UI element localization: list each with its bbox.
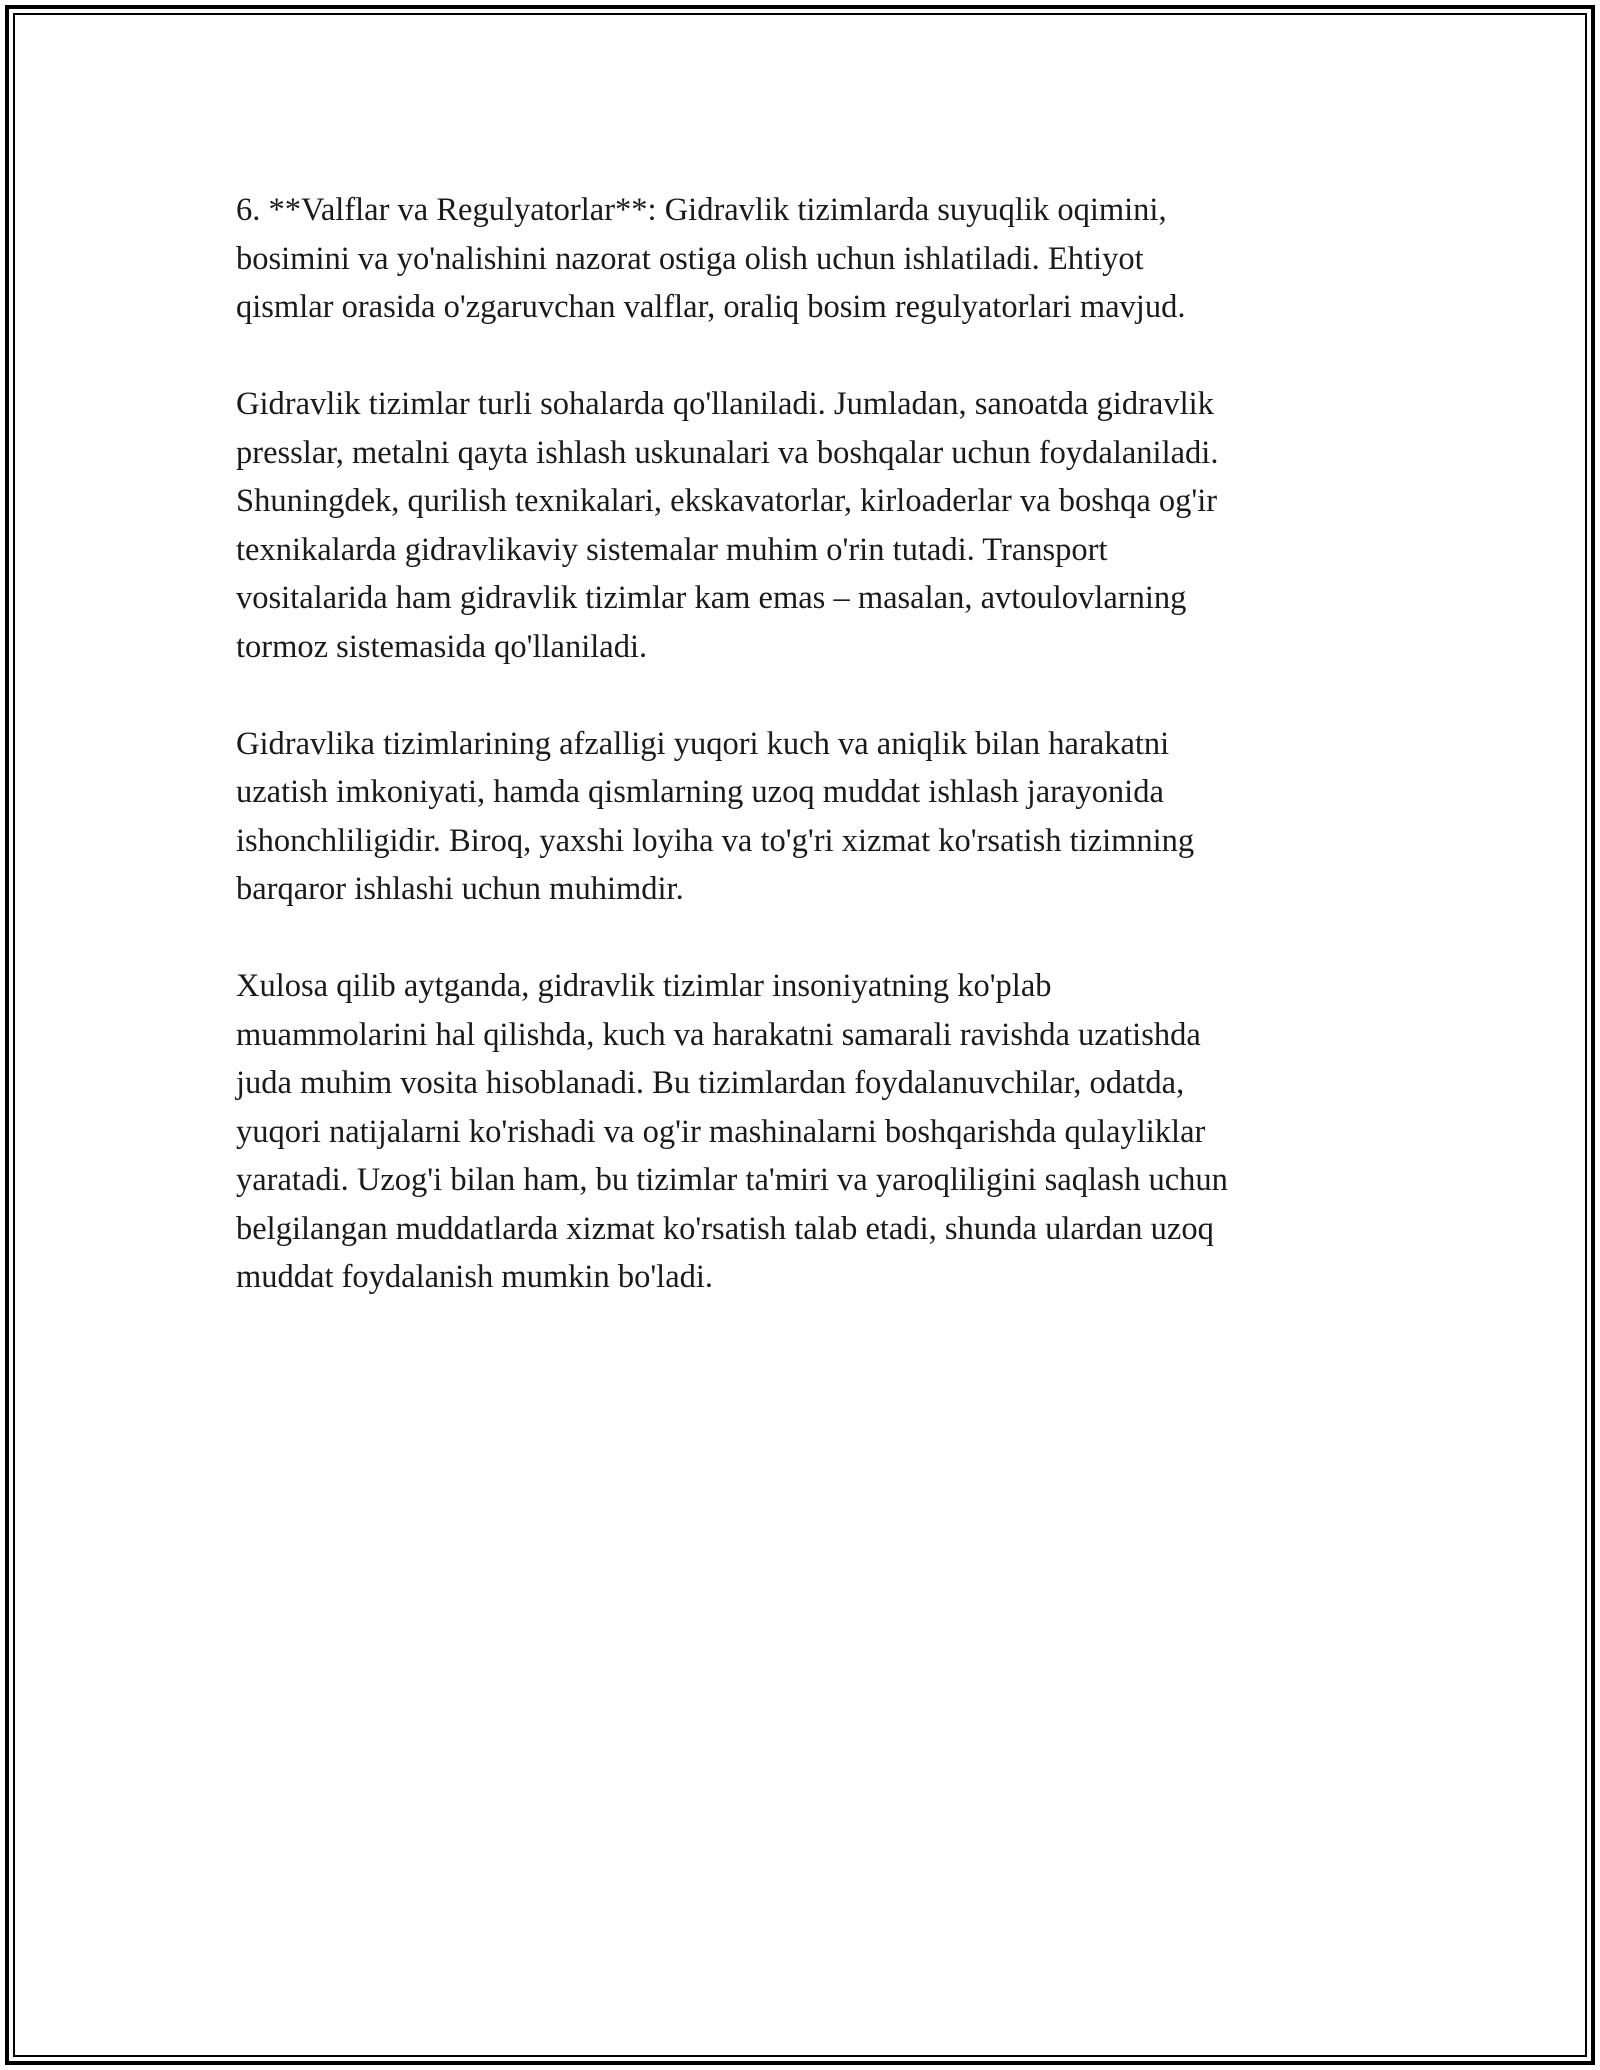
- text-line: muammolarini hal qilishda, kuch va harakatni samarali ravishda uzatishda: [236, 1016, 1201, 1053]
- text-line: bosimini va yo'nalishini nazorat ostiga olish uchun ishlatiladi. Ehtiyot: [236, 240, 1144, 277]
- text-line: texnikalarda gidravlikaviy sistemalar muhim o'rin tutadi. Transport: [236, 531, 1108, 568]
- text-line: 6. **Valflar va Regulyatorlar**: Gidravlik tizimlarda suyuqlik oqimini,: [236, 192, 1167, 228]
- text-line: Gidravlika tizimlarining afzalligi yuqori kuch va aniqlik bilan harakatni: [236, 725, 1170, 762]
- text-line: presslar, metalni qayta ishlash uskunalari va boshqalar uchun foydalaniladi.: [236, 434, 1219, 471]
- paragraph-valves-regulators: [236, 186, 1376, 332]
- text-line: juda muhim vosita hisoblanadi. Bu tizimlardan foydalanuvchilar, odatda,: [236, 1065, 1185, 1101]
- text-line: Shuningdek, qurilish texnikalari, ekskavatorlar, kirloaderlar va boshqa og'ir: [236, 483, 1218, 519]
- text-line: yuqori natijalarni ko'rishadi va og'ir mashinalarni boshqarishda qulayliklar: [236, 1113, 1206, 1150]
- text-line: Xulosa qilib aytganda, gidravlik tizimlar insoniyatning ko'plab: [236, 968, 1052, 1004]
- paragraph-applications: [236, 380, 1376, 671]
- text-line: yaratadi. Uzog'i bilan ham, bu tizimlar ta'miri va yaroqliligini saqlash uchun: [236, 1162, 1228, 1198]
- text-line: ishonchliligidir. Biroq, yaxshi loyiha va to'g'ri xizmat ko'rsatish tizimning: [236, 822, 1195, 859]
- document-body: [236, 186, 1376, 1350]
- text-line: belgilangan muddatlarda xizmat ko'rsatish talab etadi, shunda ulardan uzoq: [236, 1210, 1214, 1247]
- text-line: qismlar orasida o'zgaruvchan valflar, oraliq bosim regulyatorlari mavjud.: [236, 289, 1186, 325]
- text-line: tormoz sistemasida qo'llaniladi.: [236, 628, 648, 665]
- text-line: uzatish imkoniyati, hamda qismlarning uzoq muddat ishlash jarayonida: [236, 774, 1164, 810]
- text-line: muddat foydalanish mumkin bo'ladi.: [236, 1259, 714, 1295]
- text-line: Gidravlik tizimlar turli sohalarda qo'llaniladi. Jumladan, sanoatda gidravlik: [236, 386, 1214, 422]
- paragraph-conclusion: [236, 962, 1376, 1302]
- paragraph-advantages: [236, 720, 1376, 914]
- text-line: vositalarida ham gidravlik tizimlar kam emas – masalan, avtoulovlarning: [236, 580, 1187, 616]
- text-line: barqaror ishlashi uchun muhimdir.: [236, 871, 684, 907]
